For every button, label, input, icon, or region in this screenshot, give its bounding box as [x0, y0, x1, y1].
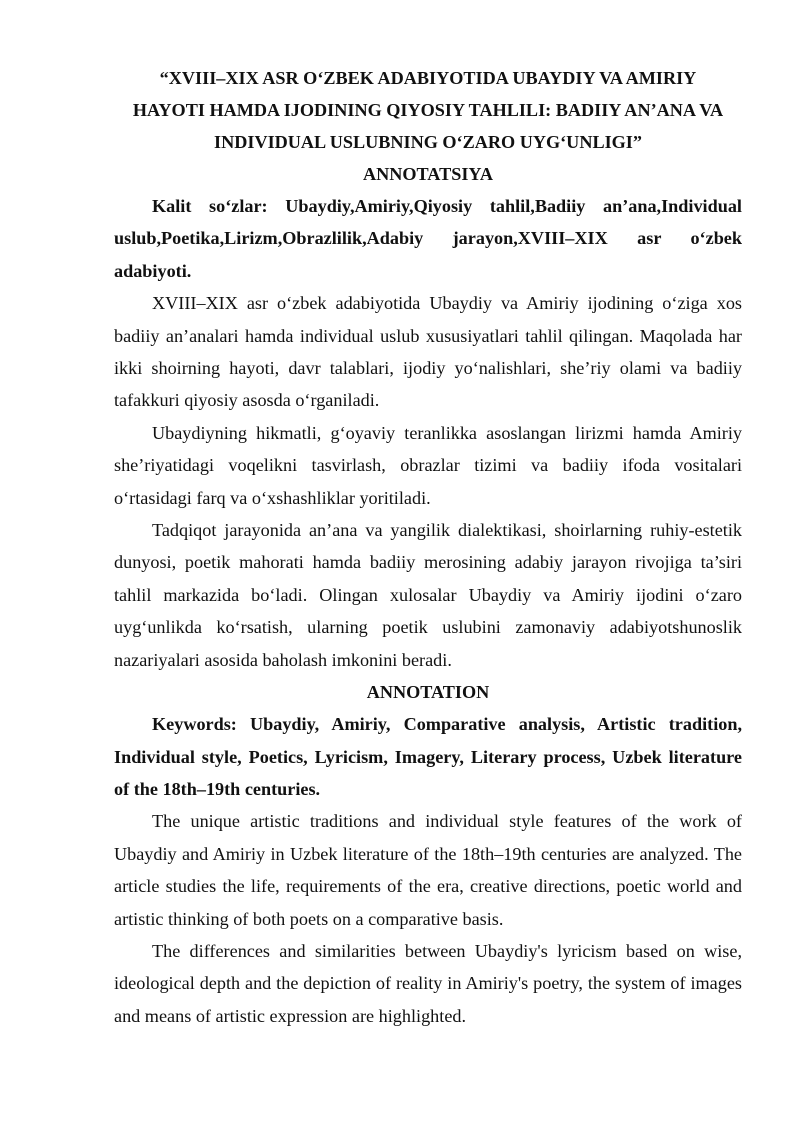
annotation-heading: ANNOTATION — [366, 682, 490, 703]
annotatsiya-heading: ANNOTATSIYA — [362, 164, 494, 184]
uzbek-paragraph: XVIII–XIX asr o‘zbek adabiyotida Ubaydiy va Amiriy ijodining o‘ziga xos badiiy an’analari hamda individual uslub xususiyatlari tahlil qilingan. Maqolada har ikki shoirning hayoti, davr talablari, ijodiy yo‘nalishlari, she’riy olami va badiiy tafakkuri qiyosiy asosda o‘rganiladi. — [114, 293, 742, 411]
title-line: “XVIII–XIX ASR O‘ZBEK ADABIYOTIDA UBAYDIY VA AMIRIY — [159, 68, 697, 88]
english-paragraph: The unique artistic traditions and individual style features of the work of Ubaydiy and Amiriy in Uzbek literature of the 18th–19th centuries are analyzed. The article studies the life, requirements of the era, creative directions, poetic world and artistic thinking of both poets on a comparative basis. — [114, 811, 742, 929]
title-line: INDIVIDUAL USLUBNING O‘ZARO UYG‘UNLIGI” — [214, 132, 642, 152]
title-line: HAYOTI HAMDA IJODINING QIYOSIY TAHLILI: BADIIY AN’ANA VA — [132, 100, 724, 120]
uzbek-keywords: Kalit so‘zlar: Ubaydiy,Amiriy,Qiyosiy tahlil,Badiiy an’ana,Individual uslub,Poetika,Lirizm,Obrazlilik,Adabiy jarayon,XVIII–XIX asr o‘zbek adabiyoti. — [114, 196, 742, 281]
uzbek-paragraph: Ubaydiyning hikmatli, g‘oyaviy teranlikka asoslangan lirizmi hamda Amiriy she’riyatidagi voqelikni tasvirlash, obrazlar tizimi va badiiy ifoda vositalari o‘rtasidagi farq va o‘xshashliklar yoritiladi. — [114, 422, 742, 508]
english-paragraph: The differences and similarities between Ubaydiy's lyricism based on wise, ideological depth and the depiction of reality in Amiriy's poetry, the system of images and means of artistic expression are highlighted. — [114, 940, 742, 1026]
article-title — [114, 62, 742, 158]
english-keywords: Keywords: Ubaydiy, Amiriy, Comparative analysis, Artistic tradition, Individual style, Poetics, Lyricism, Imagery, Literary process, Uzbek literature of the 18th–19th centuries. — [114, 714, 742, 799]
uzbek-paragraph: Tadqiqot jarayonida an’ana va yangilik dialektikasi, shoirlarning ruhiy-estetik dunyosi, poetik mahorati hamda badiiy merosining adabiy jarayon rivojiga ta’siri tahlil markazida bo‘ladi. Olingan xulosalar Ubaydiy va Amiriy ijodini o‘zaro uyg‘unlikda ko‘rsatish, ularning poetik uslubini zamonaviy adabiyotshunoslik nazariyalari asosida baholash imkonini beradi. — [114, 520, 742, 670]
